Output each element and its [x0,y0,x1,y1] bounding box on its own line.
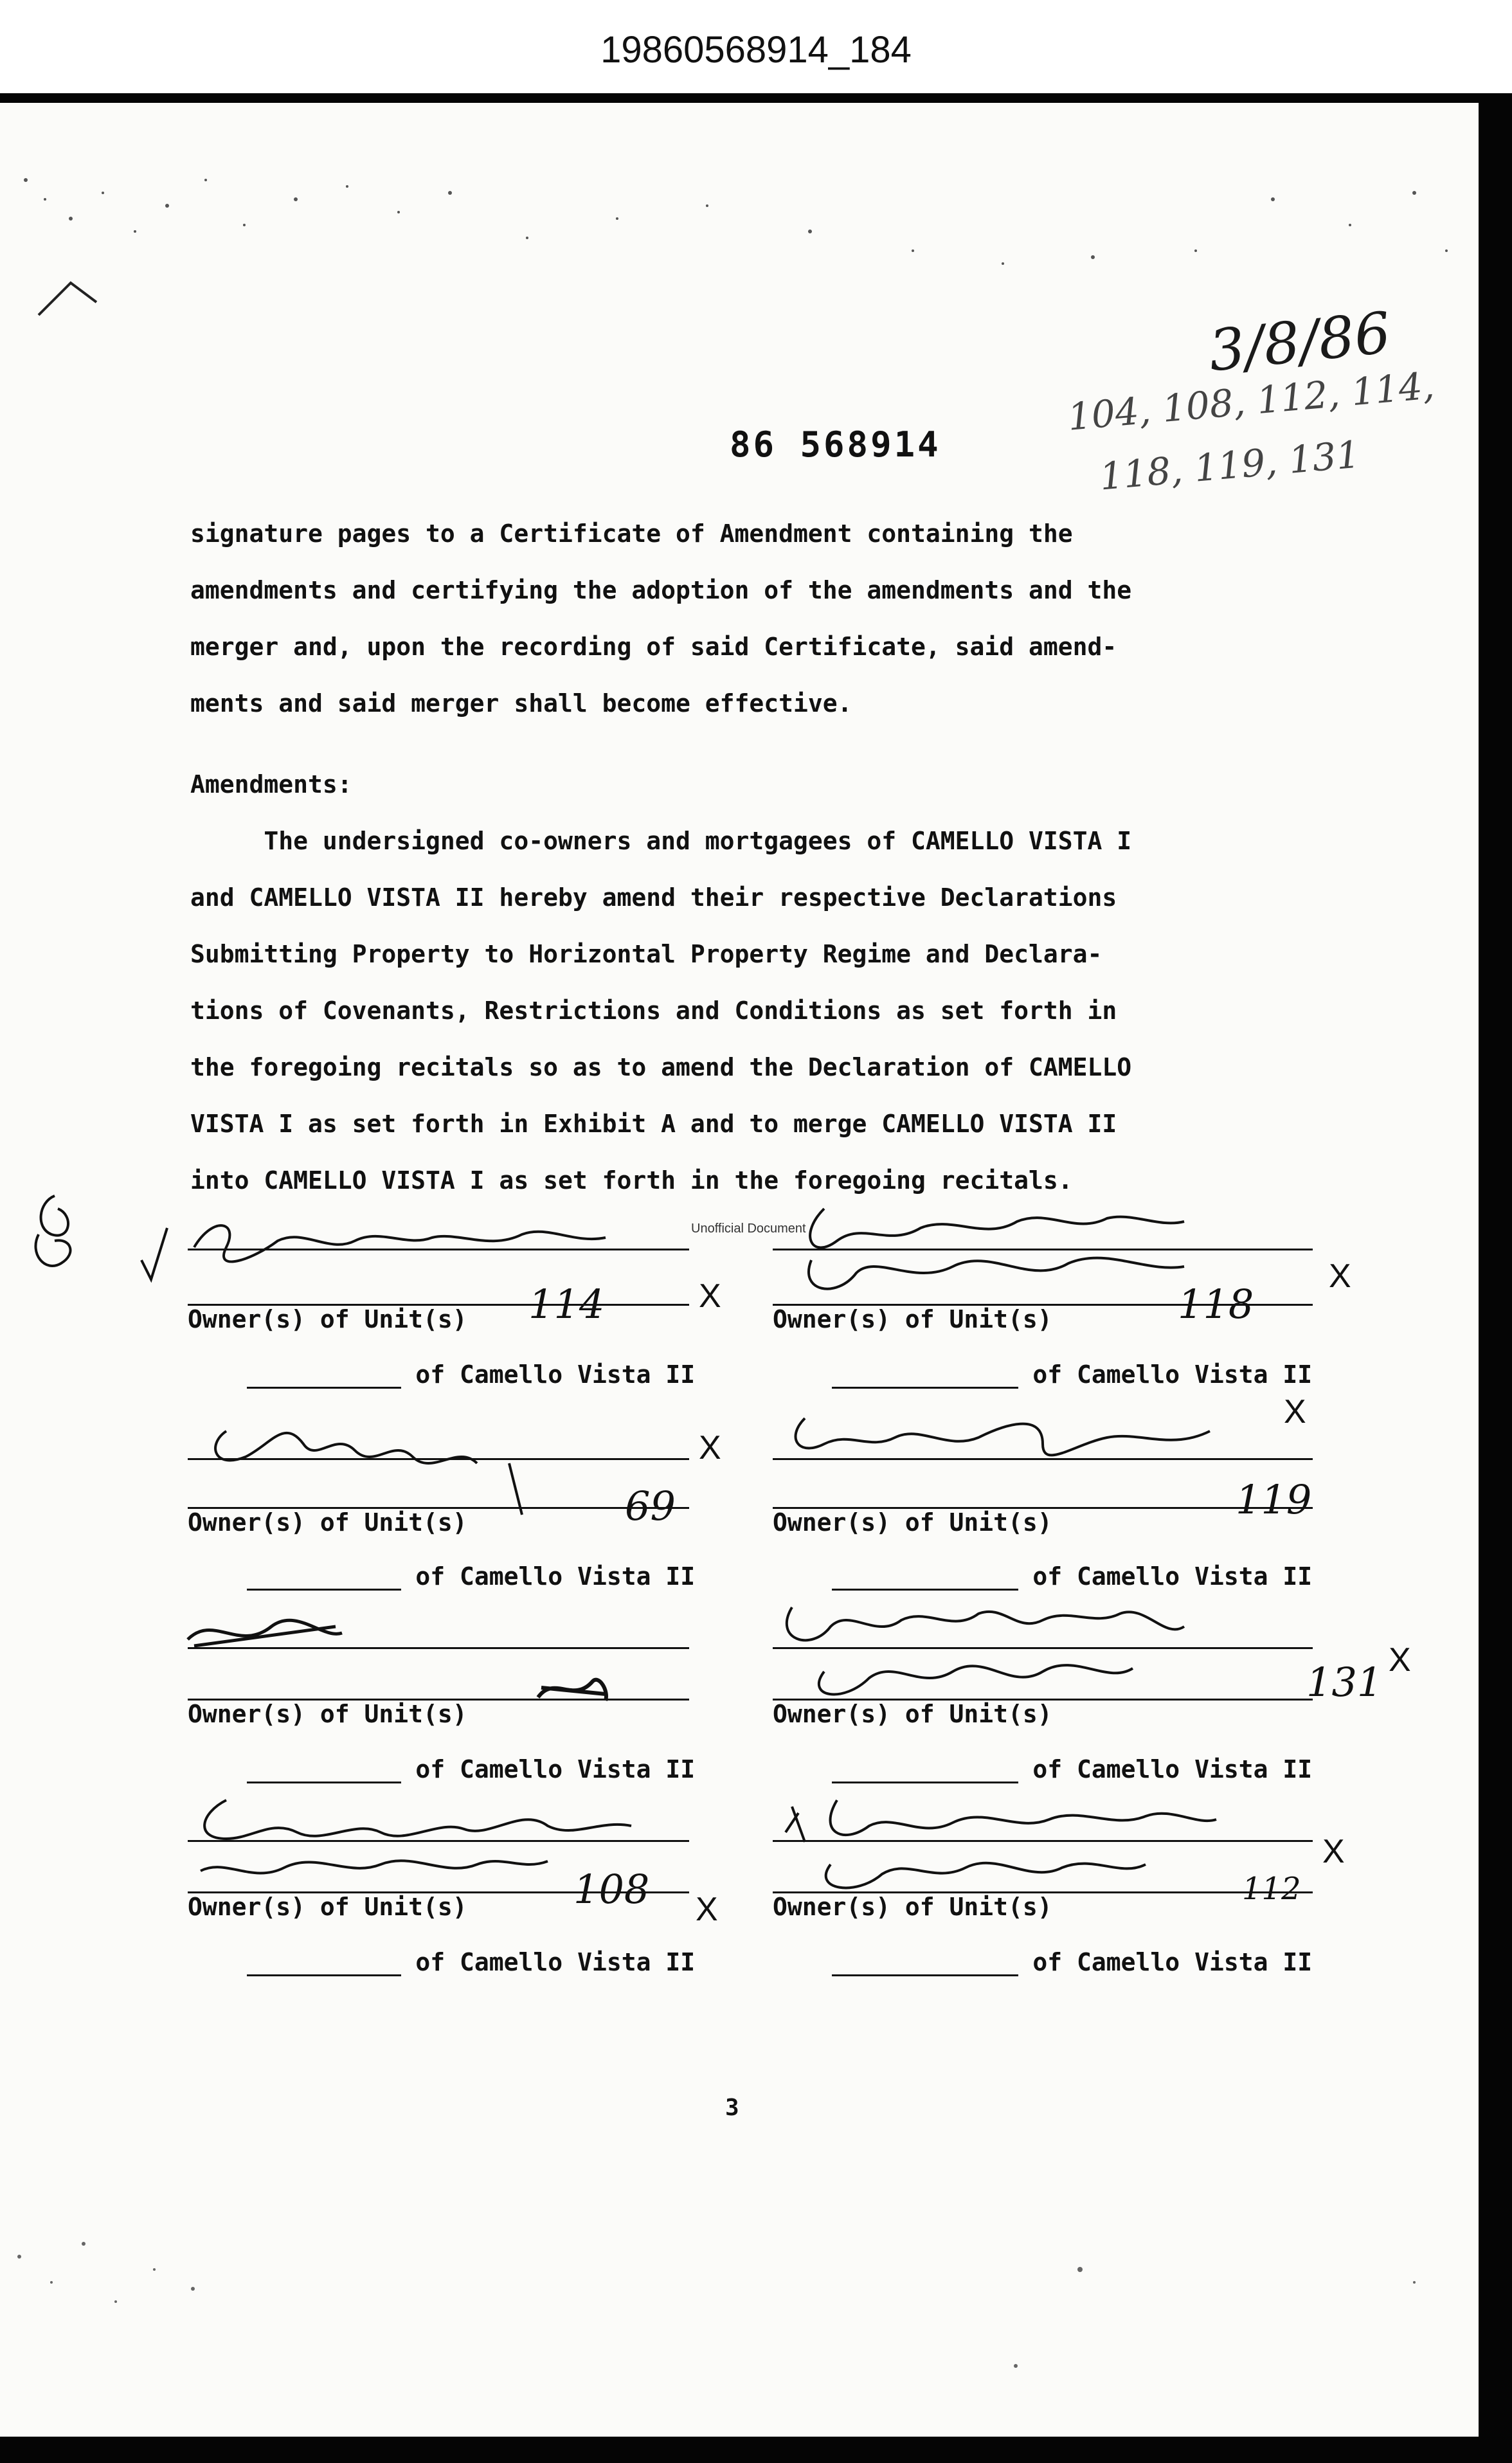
paragraph-2-line-6: VISTA I as set forth in Exhibit A and to merge CAMELLO VISTA II [190,1110,1117,1138]
unit-number-6: 131 [1306,1659,1383,1706]
signature-block-5 [188,1601,696,1794]
recording-number: 86 568914 [730,424,941,465]
signature-5 [188,1601,689,1704]
of-text-6: of Camello Vista II [1032,1755,1313,1783]
signature-block-6 [773,1601,1411,1794]
signature-1 [188,1209,689,1312]
x-mark-3: X [699,1429,721,1466]
signature-block-2 [773,1209,1351,1402]
unit-number-1: 114 [528,1281,605,1328]
of-text-2: of Camello Vista II [1032,1360,1313,1389]
paragraph-2-line-3: Submitting Property to Horizontal Property Regime and Declara- [190,940,1102,968]
unit-number-8: 112 [1242,1871,1301,1907]
owner-label-1: Owner(s) of Unit(s) [188,1305,467,1333]
of-text-5: of Camello Vista II [415,1755,696,1783]
paragraph-1-line-2: amendments and certifying the adoption of the amendments and the [190,576,1132,604]
handwritten-unit-list-1: 104, 108, 112, 114, [1066,363,1436,439]
signature-4 [773,1405,1274,1508]
owner-label-6: Owner(s) of Unit(s) [773,1700,1052,1728]
of-line-1 [188,1332,695,1417]
x-mark-4: X [1284,1393,1306,1430]
scan-noise-bottom [0,2141,1479,2398]
unit-number-2: 118 [1178,1281,1254,1328]
x-mark-8: X [1322,1833,1345,1870]
check-mark [135,1222,174,1286]
paragraph-2-line-4: tions of Covenants, Restrictions and Conditions as set forth in [190,997,1117,1025]
signature-block-4 [773,1393,1313,1598]
paragraph-1-line-4: ments and said merger shall become effective. [190,689,852,717]
x-mark-6: X [1389,1641,1411,1679]
paragraph-2-line-7: into CAMELLO VISTA I as set forth in the foregoing recitals. [190,1166,1073,1195]
scan-noise-top [0,103,1479,334]
signature-6 [773,1601,1274,1704]
paragraph-1-line-1: signature pages to a Certificate of Amendment containing the [190,519,1073,548]
paragraph-2-line-2: and CAMELLO VISTA II hereby amend their respective Declarations [190,883,1117,912]
owner-label-2: Owner(s) of Unit(s) [773,1305,1052,1333]
x-mark-2: X [1329,1258,1351,1295]
unit-number-3: 69 [625,1483,676,1529]
of-text-1: of Camello Vista II [415,1360,696,1389]
document-id: 19860568914_184 [600,29,912,71]
signature-8 [773,1794,1274,1897]
amendments-heading: Amendments: [190,770,352,798]
paragraph-1-line-3: merger and, upon the recording of said Certificate, said amend- [190,633,1117,661]
paragraph-2-line-1: The undersigned co-owners and mortgagees of CAMELLO VISTA I [190,827,1132,855]
x-mark-7: X [696,1891,718,1928]
handwritten-unit-list-2: 118, 119, 131 [1097,432,1362,499]
unit-number-4: 119 [1236,1476,1312,1523]
signature-block-7 [188,1794,718,1987]
signature-block-3 [188,1405,721,1598]
x-mark-1: X [699,1277,721,1315]
owner-label-3: Owner(s) of Unit(s) [188,1508,467,1537]
owner-label-7: Owner(s) of Unit(s) [188,1893,467,1921]
of-text-7: of Camello Vista II [415,1948,696,1976]
of-text-4: of Camello Vista II [1032,1562,1313,1591]
signature-block-8 [773,1794,1345,1987]
handwritten-date: 3/8/86 [1205,299,1394,384]
of-text-3: of Camello Vista II [415,1562,696,1591]
scribbled-unit [535,1672,612,1710]
signature-block-1 [188,1209,721,1402]
paragraph-2-line-5: the foregoing recitals so as to amend the Declaration of CAMELLO [190,1053,1132,1081]
initials-mark [26,1189,84,1279]
owner-label-4: Owner(s) of Unit(s) [773,1508,1052,1537]
unofficial-watermark: Unofficial Document [691,1222,806,1236]
of-line-2 [773,1332,1312,1417]
owner-label-5: Owner(s) of Unit(s) [188,1700,467,1728]
signature-3 [188,1405,689,1508]
owner-label-8: Owner(s) of Unit(s) [773,1893,1052,1921]
of-line-7 [188,1920,695,2005]
page-number: 3 [725,2095,739,2121]
of-text-8: of Camello Vista II [1032,1948,1313,1976]
unit-number-7: 108 [573,1866,650,1913]
of-line-8 [773,1920,1312,2005]
